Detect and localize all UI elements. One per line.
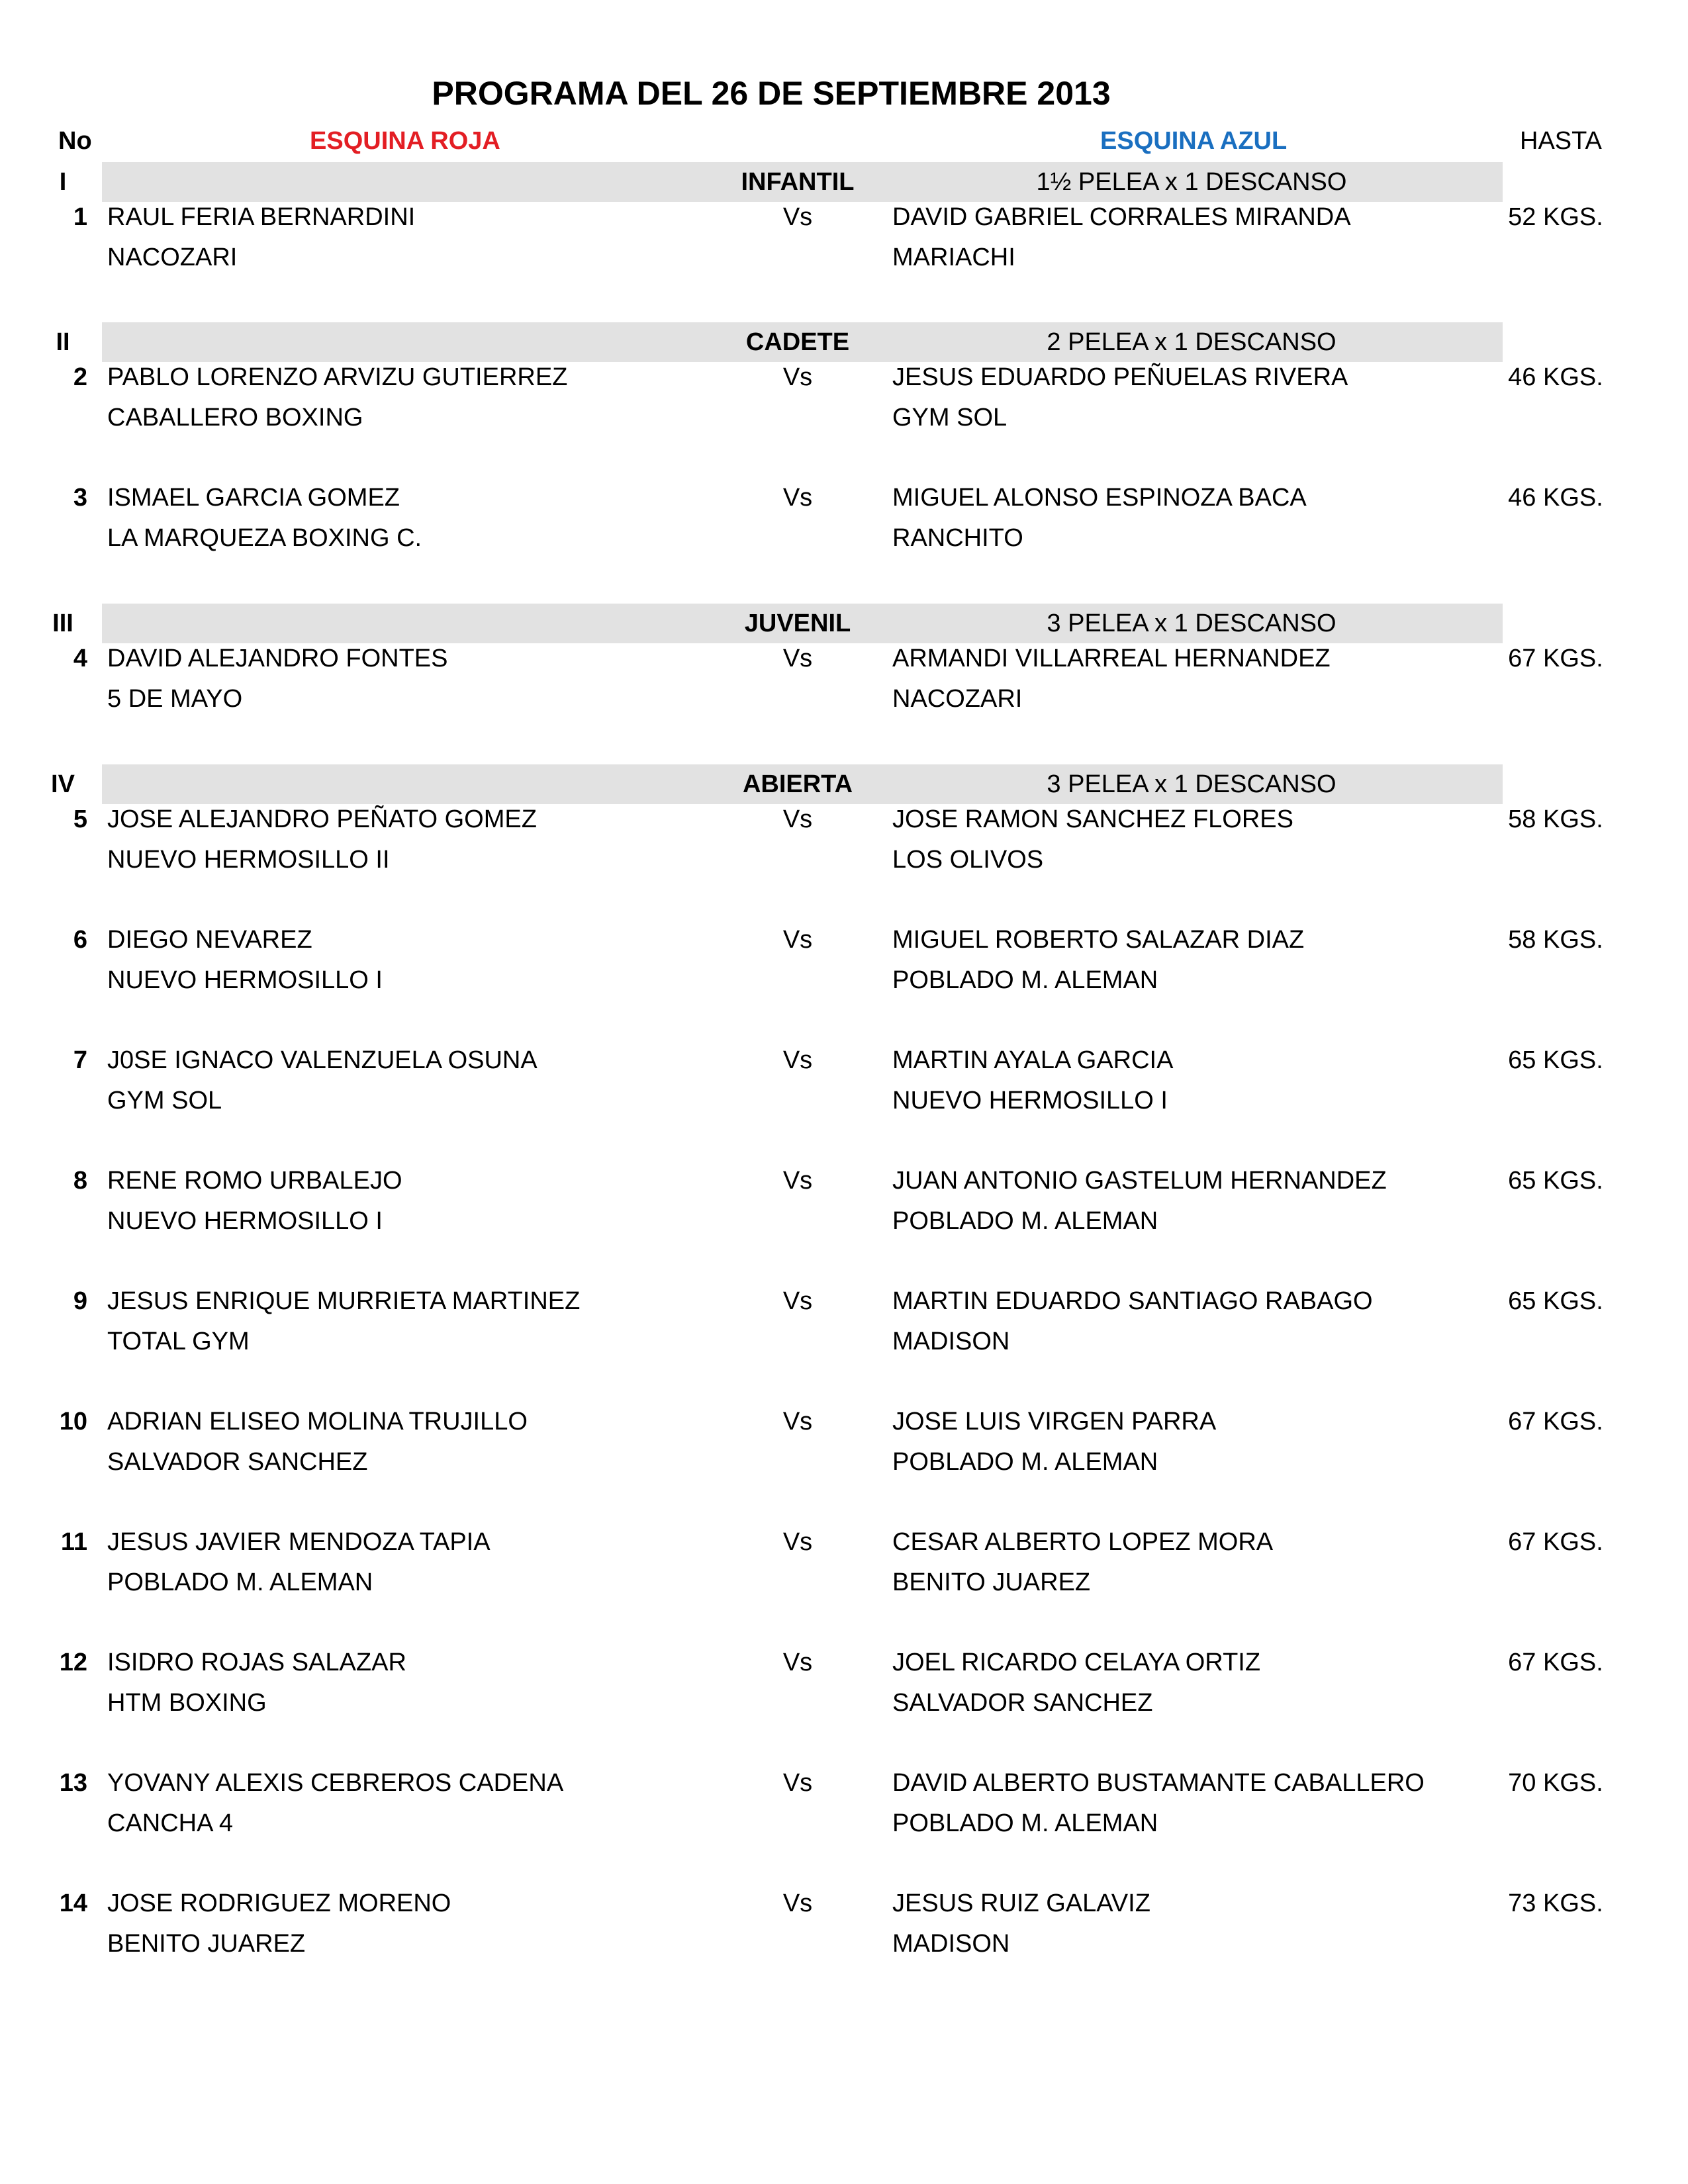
blue-fighter-club: NUEVO HERMOSILLO I — [892, 1087, 1168, 1115]
blue-fighter-club: LOS OLIVOS — [892, 846, 1044, 874]
section-number: III — [52, 610, 73, 637]
weight-limit: 67 KGS. — [1508, 1649, 1603, 1676]
red-fighter-club: CABALLERO BOXING — [107, 404, 363, 432]
red-fighter-club: 5 DE MAYO — [107, 685, 243, 713]
weight-limit: 70 KGS. — [1508, 1769, 1603, 1797]
blue-fighter-club: MADISON — [892, 1930, 1010, 1958]
red-fighter-club: TOTAL GYM — [107, 1328, 250, 1355]
vs-label: Vs — [782, 1769, 813, 1797]
header-red-corner: ESQUINA ROJA — [310, 127, 500, 155]
blue-fighter-name: CESAR ALBERTO LOPEZ MORA — [892, 1528, 1274, 1556]
red-fighter-name: ADRIAN ELISEO MOLINA TRUJILLO — [107, 1408, 528, 1435]
vs-label: Vs — [782, 1046, 813, 1074]
weight-limit: 46 KGS. — [1508, 484, 1603, 512]
section-rules: 1½ PELEA x 1 DESCANSO — [1036, 168, 1347, 196]
red-fighter-name: ISIDRO ROJAS SALAZAR — [107, 1649, 406, 1676]
bout-number: 13 — [59, 1769, 87, 1797]
bout-number: 8 — [73, 1167, 87, 1195]
blue-fighter-name: JUAN ANTONIO GASTELUM HERNANDEZ — [892, 1167, 1387, 1195]
header-blue-corner: ESQUINA AZUL — [1100, 127, 1288, 155]
red-fighter-club: BENITO JUAREZ — [107, 1930, 306, 1958]
red-fighter-name: J0SE IGNACO VALENZUELA OSUNA — [107, 1046, 538, 1074]
vs-label: Vs — [782, 1408, 813, 1435]
red-fighter-club: NUEVO HERMOSILLO I — [107, 966, 383, 994]
blue-fighter-club: POBLADO M. ALEMAN — [892, 1207, 1158, 1235]
blue-fighter-name: MIGUEL ROBERTO SALAZAR DIAZ — [892, 926, 1305, 954]
weight-limit: 67 KGS. — [1508, 645, 1603, 672]
weight-limit: 46 KGS. — [1508, 363, 1603, 391]
vs-label: Vs — [782, 363, 813, 391]
section-number: I — [59, 168, 67, 196]
blue-fighter-name: DAVID GABRIEL CORRALES MIRANDA — [892, 203, 1351, 231]
weight-limit: 58 KGS. — [1508, 805, 1603, 833]
blue-fighter-club: NACOZARI — [892, 685, 1023, 713]
red-fighter-club: NACOZARI — [107, 244, 238, 271]
weight-limit: 67 KGS. — [1508, 1528, 1603, 1556]
section-category: INFANTIL — [741, 168, 855, 196]
red-fighter-name: JOSE ALEJANDRO PEÑATO GOMEZ — [107, 805, 537, 833]
bout-number: 6 — [73, 926, 87, 954]
vs-label: Vs — [782, 1287, 813, 1315]
bout-number: 2 — [73, 363, 87, 391]
bout-number: 5 — [73, 805, 87, 833]
section-number: II — [56, 328, 70, 356]
blue-fighter-name: JESUS EDUARDO PEÑUELAS RIVERA — [892, 363, 1348, 391]
red-fighter-club: GYM SOL — [107, 1087, 222, 1115]
vs-label: Vs — [782, 926, 813, 954]
weight-limit: 58 KGS. — [1508, 926, 1603, 954]
red-fighter-club: NUEVO HERMOSILLO II — [107, 846, 390, 874]
blue-fighter-club: SALVADOR SANCHEZ — [892, 1689, 1153, 1717]
blue-fighter-name: MIGUEL ALONSO ESPINOZA BACA — [892, 484, 1307, 512]
blue-fighter-name: JOEL RICARDO CELAYA ORTIZ — [892, 1649, 1261, 1676]
blue-fighter-club: RANCHITO — [892, 524, 1023, 552]
blue-fighter-name: JESUS RUIZ GALAVIZ — [892, 1889, 1150, 1917]
blue-fighter-club: POBLADO M. ALEMAN — [892, 1809, 1158, 1837]
vs-label: Vs — [782, 645, 813, 672]
blue-fighter-club: POBLADO M. ALEMAN — [892, 1448, 1158, 1476]
red-fighter-name: RAUL FERIA BERNARDINI — [107, 203, 416, 231]
section-category: JUVENIL — [744, 610, 851, 637]
bout-number: 3 — [73, 484, 87, 512]
bout-number: 7 — [73, 1046, 87, 1074]
red-fighter-name: JESUS JAVIER MENDOZA TAPIA — [107, 1528, 491, 1556]
red-fighter-club: NUEVO HERMOSILLO I — [107, 1207, 383, 1235]
bout-number: 9 — [73, 1287, 87, 1315]
section-category: CADETE — [745, 328, 850, 356]
red-fighter-name: DAVID ALEJANDRO FONTES — [107, 645, 448, 672]
vs-label: Vs — [782, 805, 813, 833]
red-fighter-name: PABLO LORENZO ARVIZU GUTIERREZ — [107, 363, 568, 391]
blue-fighter-club: MADISON — [892, 1328, 1010, 1355]
red-fighter-name: JOSE RODRIGUEZ MORENO — [107, 1889, 451, 1917]
blue-fighter-name: JOSE RAMON SANCHEZ FLORES — [892, 805, 1293, 833]
red-fighter-name: ISMAEL GARCIA GOMEZ — [107, 484, 400, 512]
vs-label: Vs — [782, 1167, 813, 1195]
red-fighter-name: JESUS ENRIQUE MURRIETA MARTINEZ — [107, 1287, 581, 1315]
blue-fighter-club: GYM SOL — [892, 404, 1008, 432]
blue-fighter-name: MARTIN EDUARDO SANTIAGO RABAGO — [892, 1287, 1373, 1315]
red-fighter-club: LA MARQUEZA BOXING C. — [107, 524, 422, 552]
header-no: No — [58, 127, 92, 155]
red-fighter-name: RENE ROMO URBALEJO — [107, 1167, 402, 1195]
blue-fighter-club: BENITO JUAREZ — [892, 1569, 1091, 1596]
vs-label: Vs — [782, 203, 813, 231]
bout-number: 11 — [60, 1528, 87, 1556]
weight-limit: 73 KGS. — [1508, 1889, 1603, 1917]
page-title: PROGRAMA DEL 26 DE SEPTIEMBRE 2013 — [432, 75, 1111, 112]
section-number: IV — [51, 770, 75, 798]
section-rules: 2 PELEA x 1 DESCANSO — [1047, 328, 1336, 356]
red-fighter-club: CANCHA 4 — [107, 1809, 234, 1837]
vs-label: Vs — [782, 484, 813, 512]
header-hasta: HASTA — [1520, 127, 1602, 155]
red-fighter-name: DIEGO NEVAREZ — [107, 926, 312, 954]
section-rules: 3 PELEA x 1 DESCANSO — [1047, 770, 1336, 798]
blue-fighter-name: DAVID ALBERTO BUSTAMANTE CABALLERO — [892, 1769, 1425, 1797]
bout-number: 4 — [73, 645, 87, 672]
vs-label: Vs — [782, 1649, 813, 1676]
weight-limit: 65 KGS. — [1508, 1046, 1603, 1074]
weight-limit: 65 KGS. — [1508, 1287, 1603, 1315]
red-fighter-name: YOVANY ALEXIS CEBREROS CADENA — [107, 1769, 564, 1797]
blue-fighter-club: MARIACHI — [892, 244, 1015, 271]
vs-label: Vs — [782, 1528, 813, 1556]
blue-fighter-name: JOSE LUIS VIRGEN PARRA — [892, 1408, 1217, 1435]
red-fighter-club: HTM BOXING — [107, 1689, 267, 1717]
weight-limit: 52 KGS. — [1508, 203, 1603, 231]
bout-number: 10 — [59, 1408, 87, 1435]
bout-number: 12 — [59, 1649, 87, 1676]
bout-number: 1 — [73, 203, 87, 231]
section-category: ABIERTA — [742, 770, 853, 798]
red-fighter-club: SALVADOR SANCHEZ — [107, 1448, 368, 1476]
section-rules: 3 PELEA x 1 DESCANSO — [1047, 610, 1336, 637]
red-fighter-club: POBLADO M. ALEMAN — [107, 1569, 373, 1596]
blue-fighter-name: ARMANDI VILLARREAL HERNANDEZ — [892, 645, 1331, 672]
bout-number: 14 — [59, 1889, 87, 1917]
vs-label: Vs — [782, 1889, 813, 1917]
weight-limit: 65 KGS. — [1508, 1167, 1603, 1195]
blue-fighter-club: POBLADO M. ALEMAN — [892, 966, 1158, 994]
weight-limit: 67 KGS. — [1508, 1408, 1603, 1435]
blue-fighter-name: MARTIN AYALA GARCIA — [892, 1046, 1174, 1074]
